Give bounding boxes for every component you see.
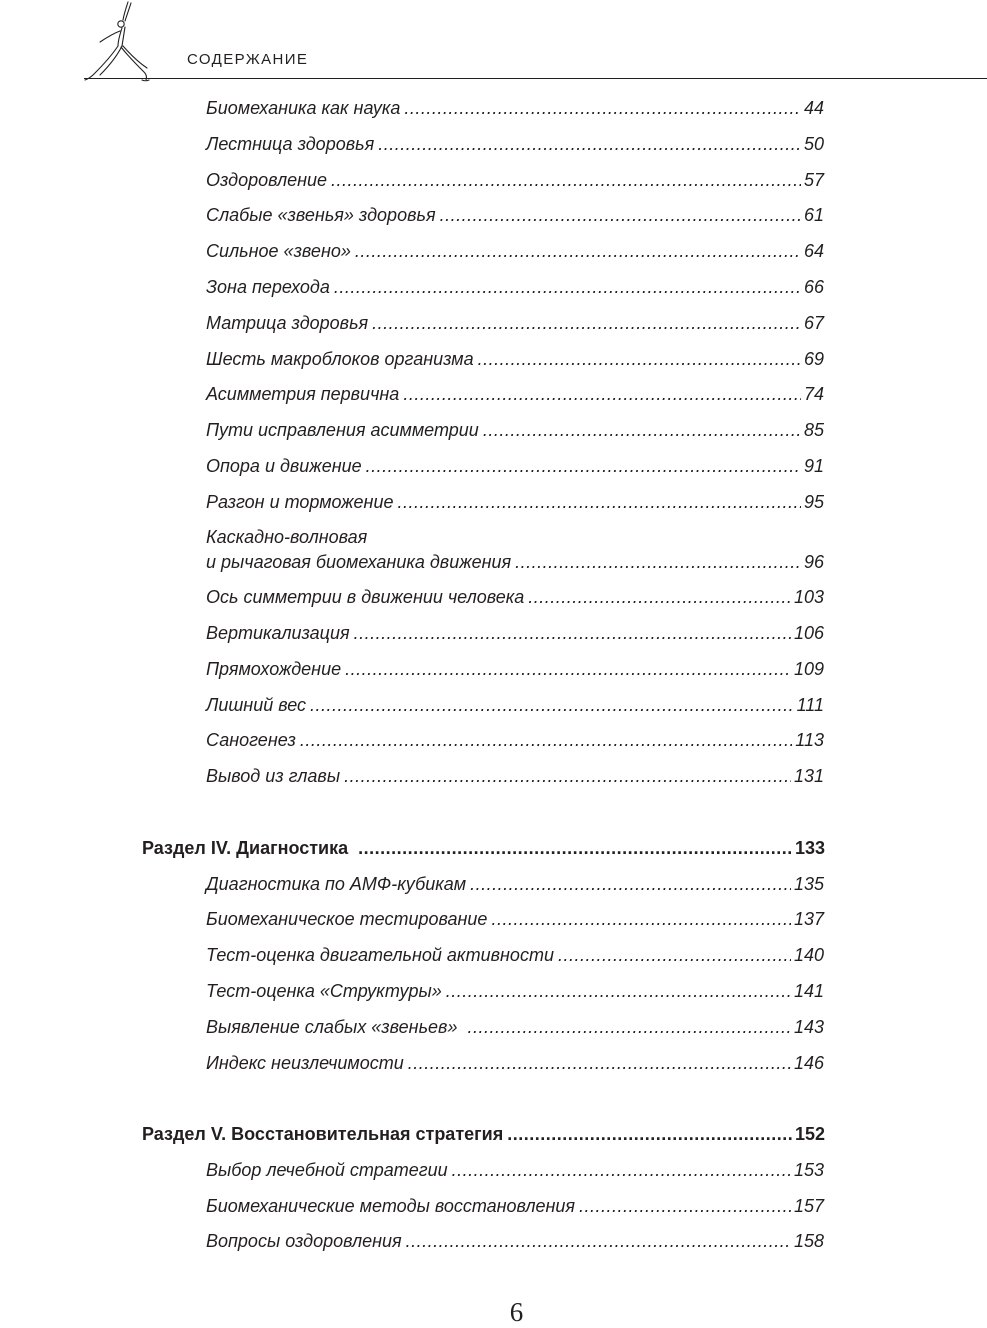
toc-entry-title-line2: и рычаговая биомеханика движения: [206, 552, 512, 572]
toc-entry-page: 57: [803, 170, 824, 190]
toc-entry[interactable]: [206, 907, 824, 932]
toc-entry-page: 74: [803, 384, 824, 404]
toc-entry-page: 64: [803, 241, 824, 261]
toc-dot-leader: [579, 1194, 791, 1219]
toc-entry-title: Слабые «звенья» здоровья: [206, 205, 436, 225]
toc-entry-page: 95: [803, 492, 824, 512]
toc-dot-leader: [467, 1015, 790, 1040]
toc-entry-title: Лестница здоровья: [206, 134, 375, 154]
toc-entry-page: 44: [803, 98, 824, 118]
toc-entry[interactable]: [206, 693, 824, 718]
toc-entry-page: 141: [793, 981, 824, 1001]
toc-entry-page: 106: [793, 623, 824, 643]
toc-entry-title: Индекс неизлечимости: [206, 1053, 404, 1073]
toc-dot-leader: [528, 585, 791, 610]
toc-entry[interactable]: [206, 168, 824, 193]
toc-entry-page: 135: [793, 874, 824, 894]
toc-entry[interactable]: [206, 728, 824, 753]
toc-dot-leader: [300, 728, 792, 753]
toc-entry[interactable]: [206, 239, 824, 264]
toc-section-title: Раздел IV. Диагностика: [142, 838, 349, 858]
toc-entry-title: Биомеханическое тестирование: [206, 909, 488, 929]
toc-entry-title: Оздоровление: [206, 170, 328, 190]
toc-entry-page: 113: [795, 730, 824, 750]
toc-entry-title: Шесть макроблоков организма: [206, 349, 474, 369]
toc-entry-page: 91: [803, 456, 824, 476]
toc-dot-leader: [354, 621, 791, 646]
toc-entry-title: Выбор лечебной стратегии: [206, 1160, 448, 1180]
toc-entry[interactable]: [206, 382, 824, 407]
toc-entry-page: 153: [793, 1160, 824, 1180]
toc-entry[interactable]: [206, 490, 824, 515]
toc-dot-leader: [478, 347, 801, 372]
toc-dot-leader: [404, 96, 801, 121]
toc-entry-page: 157: [793, 1196, 824, 1216]
toc-dot-leader: [515, 550, 801, 575]
toc-dot-leader: [440, 203, 801, 228]
toc-section-entry[interactable]: [142, 1122, 825, 1147]
toc-entry-page: 103: [793, 587, 824, 607]
toc-entry-page: 131: [793, 766, 824, 786]
toc-dot-leader: [355, 239, 801, 264]
toc-dot-leader: [408, 1051, 791, 1076]
toc-entry[interactable]: [206, 418, 824, 443]
toc-entry-page: 61: [803, 205, 824, 225]
toc-entry-page: 67: [803, 313, 824, 333]
toc-entry-page: 111: [796, 695, 824, 715]
toc-entry[interactable]: [206, 943, 824, 968]
toc-entry[interactable]: [206, 1194, 824, 1219]
toc-entry-title: Лишний вес: [206, 695, 307, 715]
page-number: 6: [509, 1297, 524, 1327]
toc-entry-page: 109: [793, 659, 824, 679]
toc-entry[interactable]: [206, 132, 824, 157]
toc-entry[interactable]: [206, 1158, 824, 1183]
toc-entry-title: Саногенез: [206, 730, 296, 750]
toc-entry-title: Матрица здоровья: [206, 313, 369, 333]
toc-entry-page: 50: [803, 134, 824, 154]
toc-dot-leader: [345, 657, 791, 682]
toc-entry[interactable]: [206, 454, 824, 479]
toc-entry-title: Пути исправления асимметрии: [206, 420, 479, 440]
toc-entry-page: 158: [793, 1231, 824, 1251]
toc-entry[interactable]: [206, 347, 824, 372]
toc-dot-leader: [452, 1158, 791, 1183]
toc-dot-leader: [334, 275, 801, 300]
toc-entry-title: Разгон и торможение: [206, 492, 394, 512]
toc-entry[interactable]: [206, 1015, 824, 1040]
toc-entry[interactable]: [206, 525, 824, 575]
toc-entry-title: Выявление слабых «звеньев»: [206, 1017, 458, 1037]
toc-dot-leader: [470, 872, 791, 897]
toc-section-title: Раздел V. Восстановительная стратегия: [142, 1124, 504, 1144]
toc-entry[interactable]: [206, 872, 824, 897]
toc-entry[interactable]: [206, 203, 824, 228]
toc-dot-leader: [483, 418, 801, 443]
toc-entry-title: Вывод из главы: [206, 766, 341, 786]
toc-entry-title: Биомеханика как наука: [206, 98, 401, 118]
toc-dot-leader: [446, 979, 791, 1004]
toc-entry[interactable]: [206, 1229, 824, 1254]
toc-dot-leader: [403, 382, 801, 407]
toc-entry-title-line1: Каскадно-волновая: [206, 527, 368, 547]
toc-dot-leader: [344, 764, 791, 789]
toc-dot-leader: [310, 693, 794, 718]
toc-entry-title: Тест-оценка «Структуры»: [206, 981, 442, 1001]
toc-dot-leader: [507, 1122, 792, 1147]
running-header-title: СОДЕРЖАНИЕ: [187, 51, 309, 68]
toc-entry-title: Тест-оценка двигательной активности: [206, 945, 554, 965]
toc-entry-title: Прямохождение: [206, 659, 342, 679]
toc-dot-leader: [358, 836, 792, 861]
toc-entry-title: Биомеханические методы восстановления: [206, 1196, 576, 1216]
toc-dot-leader: [491, 907, 791, 932]
toc-entry-title: Диагностика по АМФ-кубикам: [206, 874, 467, 894]
toc-section-entry[interactable]: [142, 836, 825, 861]
toc-entry-page: 146: [793, 1053, 824, 1073]
toc-entry[interactable]: [206, 96, 824, 121]
toc-section-page: 133: [794, 838, 825, 858]
toc-dot-leader: [406, 1229, 791, 1254]
dancer-line-figure-icon: [76, 0, 156, 88]
toc-entry[interactable]: [206, 764, 824, 789]
toc-entry-title: Ось симметрии в движении человека: [206, 587, 525, 607]
toc-dot-leader: [378, 132, 801, 157]
toc-entry-title: Сильное «звено»: [206, 241, 351, 261]
toc-entry-page: 69: [803, 349, 824, 369]
header-divider: [84, 78, 987, 79]
toc-entry-page: 137: [793, 909, 824, 929]
toc-entry[interactable]: [206, 275, 824, 300]
toc-entry-page: 85: [803, 420, 824, 440]
toc-entry[interactable]: [206, 979, 824, 1004]
toc-entry-title: Вертикализация: [206, 623, 350, 643]
toc-entry[interactable]: [206, 657, 824, 682]
toc-dot-leader: [331, 168, 801, 193]
toc-dot-leader: [372, 311, 801, 336]
toc-entry-title: Вопросы оздоровления: [206, 1231, 402, 1251]
toc-section-page: 152: [794, 1124, 825, 1144]
toc-entry-page: 140: [793, 945, 824, 965]
toc-entry-title: Опора и движение: [206, 456, 362, 476]
toc-entry[interactable]: [206, 311, 824, 336]
toc-entry[interactable]: [206, 1051, 824, 1076]
toc-entry-page: 143: [793, 1017, 824, 1037]
toc-entry-page: 96: [803, 552, 824, 572]
toc-entry[interactable]: [206, 585, 824, 610]
toc-dot-leader: [366, 454, 801, 479]
toc-dot-leader: [558, 943, 791, 968]
toc-dot-leader: [397, 490, 800, 515]
toc-entry-title: Зона перехода: [206, 277, 330, 297]
toc-entry-page: 66: [803, 277, 824, 297]
toc-entry[interactable]: [206, 621, 824, 646]
toc-entry-title: Асимметрия первична: [206, 384, 400, 404]
